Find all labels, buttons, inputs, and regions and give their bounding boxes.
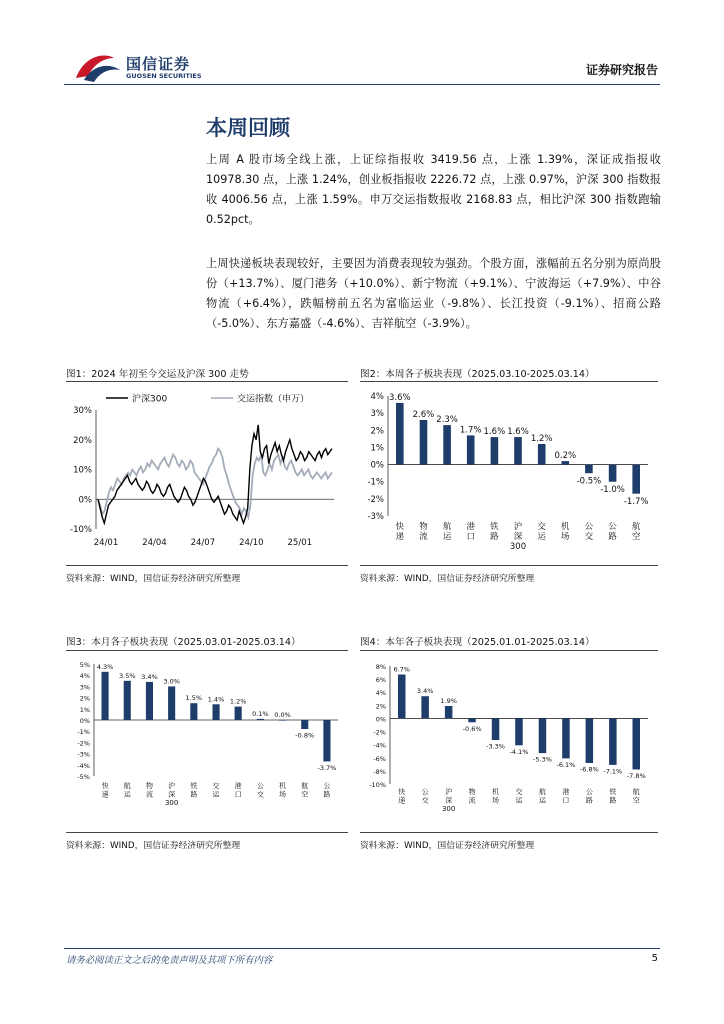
data-label-4: -3.3% <box>486 742 505 751</box>
y-tick-label: 0% <box>79 717 90 725</box>
fig2-source: 资料来源：WIND，国信证券经济研究所整理 <box>360 574 535 584</box>
bar-10 <box>633 718 641 769</box>
paragraph-sector-review: 上周快递板块表现较好，主要因为消费表现较为强劲。个股方面，涨幅前五名分别为原尚股份（+13.7%）、厦门港务（+10.0%）、新宁物流（+9.1%）、宁波海运（+7.9%）、中谷物流（+6.4%），跌幅榜前五名为富临运业（-9.8%）、长江投资（-9.1%）、招商公路（-5.0%）、东方嘉盛（-4.6%）、吉祥航空（-3.9%）。 <box>206 257 661 330</box>
category-label-4: 机场 <box>492 788 500 805</box>
fig3-source: 资料来源：WIND，国信证券经济研究所整理 <box>66 841 241 851</box>
page-number: 5 <box>651 953 658 964</box>
bar-6 <box>539 718 547 753</box>
data-label-9: -7.1% <box>603 767 623 776</box>
bar-9 <box>609 718 617 765</box>
y-tick-label: 2% <box>79 694 90 703</box>
category-label-6: 交运 <box>537 522 546 542</box>
data-label-7: 0.2% <box>554 451 577 462</box>
y-tick-label: -8% <box>373 767 386 776</box>
fig3-bar-chart <box>66 652 348 830</box>
data-label-5: 1.6% <box>507 427 529 438</box>
fig1-bottom-rule <box>66 565 348 566</box>
fig1-legend <box>106 393 309 405</box>
fig2-rule <box>360 381 658 382</box>
data-label-9: -0.8% <box>295 731 315 740</box>
category-label-3: 物流 <box>468 788 476 805</box>
data-label-6: 1.2% <box>229 697 247 706</box>
bar-6 <box>235 707 242 720</box>
y-tick-label: 3% <box>79 683 90 692</box>
category-label-4: 铁路 <box>490 522 499 542</box>
category-label-8: 公交 <box>584 522 594 542</box>
y-tick-label: 1% <box>370 443 384 454</box>
x-tick-label: 24/04 <box>142 538 167 548</box>
y-tick-label: -6% <box>373 754 386 763</box>
data-label-6: 1.2% <box>530 434 553 444</box>
data-label-1: 3.4% <box>416 687 434 696</box>
x-tick-label: 25/01 <box>287 538 313 548</box>
bar-4 <box>491 437 499 464</box>
y-tick-label: -3% <box>77 750 90 759</box>
y-tick-label: -2% <box>373 728 386 737</box>
category-label-0: 快递 <box>395 522 405 542</box>
data-label-4: 1.6% <box>483 427 506 438</box>
bar-1 <box>421 696 429 718</box>
bar-9 <box>609 465 617 482</box>
y-tick-label: 0% <box>370 460 384 471</box>
data-label-8: -6.8% <box>579 765 599 774</box>
fig2-bottom-rule <box>360 565 658 566</box>
bar-8 <box>586 718 594 763</box>
bar-5 <box>514 437 522 464</box>
data-label-3: 3.0% <box>163 677 180 686</box>
bar-1 <box>420 420 428 465</box>
data-label-1: 2.6% <box>412 410 435 420</box>
bar-0 <box>398 675 406 719</box>
report-type: 证券研究报告 <box>585 63 658 77</box>
category-label-9: 公路 <box>608 522 617 542</box>
legend-label-1: 交运指数（申万） <box>237 394 310 405</box>
category-label-7: 机场 <box>561 522 570 542</box>
bar-3 <box>168 686 175 720</box>
data-label-0: 6.7% <box>393 665 410 674</box>
x-tick-label: 24/01 <box>93 538 119 548</box>
data-label-8: -0.5% <box>576 476 602 487</box>
paragraph-market-review: 上周 A 股市场全线上涨，上证综指报收 3419.56 点，上涨 1.39%，深证成指报收 10978.30 点，上涨 1.24%，创业板指报收 2226.72 点，上涨 0.97%，沪深 300 指数报收 4006.56 点，上涨 1.59%。申万交运指数报收 2168.83 点，相比沪深 300 指数跑输 0.52pct。 <box>206 153 661 226</box>
y-tick-label: 4% <box>370 392 384 402</box>
data-label-10: -1.7% <box>623 497 649 508</box>
y-tick-label: -10% <box>369 781 386 789</box>
data-label-9: -1.0% <box>600 485 625 496</box>
category-label-8: 公路 <box>585 788 593 805</box>
category-label-2: 航运 <box>442 522 452 542</box>
fig3-title: 图3：本月各子板块表现（2025.03.01-2025.03.14） <box>66 637 301 648</box>
y-tick-label: 0% <box>78 495 92 506</box>
category-label-4: 铁路 <box>190 782 198 799</box>
data-label-0: 4.3% <box>96 662 114 671</box>
category-label-3: 港口 <box>466 522 475 542</box>
data-label-0: 3.6% <box>389 392 411 403</box>
category-label-1: 航运 <box>123 782 131 799</box>
category-label-7: 港口 <box>562 788 570 805</box>
fig1-rule <box>66 381 348 382</box>
fig4-rule <box>360 650 658 651</box>
bar-7 <box>257 719 264 720</box>
bar-4 <box>492 718 500 740</box>
fig4-bar-chart <box>360 652 658 830</box>
category-label-9: 铁路 <box>609 788 617 805</box>
data-label-10: -3.7% <box>317 763 337 772</box>
bar-1 <box>124 681 131 720</box>
bar-2 <box>445 706 453 719</box>
fig4-bottom-rule <box>360 832 658 833</box>
data-label-7: -6.1% <box>556 760 576 769</box>
bar-9 <box>301 720 308 729</box>
y-tick-label: -1% <box>77 728 90 737</box>
category-label-5: 交运 <box>212 782 220 799</box>
data-label-2: 3.4% <box>141 672 158 681</box>
y-tick-label: 5% <box>79 661 90 669</box>
header-divider <box>64 84 660 85</box>
bar-4 <box>190 703 197 720</box>
category-label-1: 公交 <box>421 788 429 805</box>
category-label-0: 快递 <box>398 788 406 805</box>
data-label-10: -7.8% <box>626 772 646 781</box>
x-tick-label: 24/10 <box>239 538 264 548</box>
category-label-5: 交运 <box>515 788 523 805</box>
y-tick-label: -10% <box>70 525 92 535</box>
category-label-6: 港口 <box>234 782 242 799</box>
y-tick-label: 4% <box>79 672 90 681</box>
footer-divider <box>64 948 660 949</box>
bar-10 <box>323 720 330 761</box>
y-tick-label: -4% <box>77 761 90 770</box>
y-tick-label: 30% <box>73 406 92 416</box>
category-label-10: 航空 <box>631 522 641 542</box>
category-label-1: 物流 <box>419 522 428 542</box>
bar-8 <box>279 720 286 721</box>
bar-7 <box>562 718 570 758</box>
y-tick-label: -4% <box>373 741 386 750</box>
fig3-rule <box>66 650 348 651</box>
category-label-2: 物流 <box>145 782 153 799</box>
data-label-3: -0.6% <box>462 724 482 733</box>
bar-7 <box>562 461 570 464</box>
y-tick-label: 8% <box>375 663 386 671</box>
y-tick-label: -5% <box>77 773 90 781</box>
y-tick-label: 2% <box>375 702 386 711</box>
y-tick-label: -3% <box>367 512 384 522</box>
y-tick-label: -1% <box>367 477 384 488</box>
data-label-2: 2.3% <box>436 415 458 426</box>
data-label-4: 1.5% <box>185 694 203 703</box>
logo-en-text: GUOSEN SECURITIES <box>126 72 202 80</box>
category-label-7: 公交 <box>256 782 264 799</box>
fig3-bottom-rule <box>66 832 348 833</box>
y-tick-label: 2% <box>370 426 384 437</box>
data-label-7: 0.1% <box>252 709 269 718</box>
legend-label-0: 沪深300 <box>132 394 168 405</box>
bar-2 <box>443 425 451 464</box>
bar-8 <box>585 465 593 474</box>
category-label-10: 公路 <box>323 782 331 799</box>
bar-10 <box>632 465 640 494</box>
data-label-1: 3.5% <box>119 671 136 680</box>
section-title: 本周回顾 <box>206 116 290 140</box>
data-label-8: 0.0% <box>274 711 291 719</box>
bar-6 <box>538 444 546 465</box>
logo-cn-text: 国信证券 <box>126 55 191 73</box>
fig1-line-chart <box>66 384 348 564</box>
y-tick-label: -2% <box>367 494 384 505</box>
bar-3 <box>467 435 475 464</box>
footer-disclaimer: 请务必阅读正文之后的免责声明及其项下所有内容 <box>66 955 273 966</box>
data-label-3: 1.7% <box>459 425 482 436</box>
fig1-title: 图1：2024 年初至今交运及沪深 300 走势 <box>66 369 249 380</box>
fig4-source: 资料来源：WIND，国信证券经济研究所整理 <box>360 841 535 851</box>
fig1-source: 资料来源：WIND，国信证券经济研究所整理 <box>66 574 241 584</box>
y-tick-label: 6% <box>375 676 386 685</box>
fig2-bar-chart <box>360 384 658 564</box>
bar-5 <box>515 718 523 745</box>
y-tick-label: 10% <box>73 465 92 476</box>
category-label-8: 机场 <box>279 782 287 799</box>
bar-0 <box>102 672 109 720</box>
category-label-3: 沪深 300 <box>164 782 179 807</box>
fig2-title: 图2：本周各子板块表现（2025.03.10-2025.03.14） <box>360 369 595 380</box>
y-tick-label: 3% <box>370 409 384 420</box>
category-label-5: 沪深 300 <box>509 522 527 552</box>
y-tick-label: 20% <box>73 435 92 446</box>
bar-0 <box>396 403 404 465</box>
category-label-6: 航运 <box>538 788 546 805</box>
category-label-2: 沪深 300 <box>441 788 456 813</box>
bar-3 <box>468 718 476 722</box>
category-label-10: 航空 <box>632 788 640 805</box>
data-label-6: -5.3% <box>533 755 552 764</box>
bar-5 <box>213 704 220 720</box>
fig4-title: 图4：本年各子板块表现（2025.01.01-2025.03.14） <box>360 637 595 648</box>
y-tick-label: 4% <box>375 689 386 698</box>
category-label-0: 快递 <box>101 782 109 799</box>
y-tick-label: -2% <box>77 739 90 748</box>
y-tick-label: 1% <box>79 705 90 714</box>
x-tick-label: 24/07 <box>190 538 216 548</box>
data-label-2: 1.9% <box>440 696 457 705</box>
bar-2 <box>146 682 153 720</box>
y-tick-label: 0% <box>375 715 386 724</box>
data-label-5: -4.1% <box>509 747 529 756</box>
category-label-9: 航空 <box>301 782 309 799</box>
data-label-5: 1.4% <box>207 695 225 704</box>
